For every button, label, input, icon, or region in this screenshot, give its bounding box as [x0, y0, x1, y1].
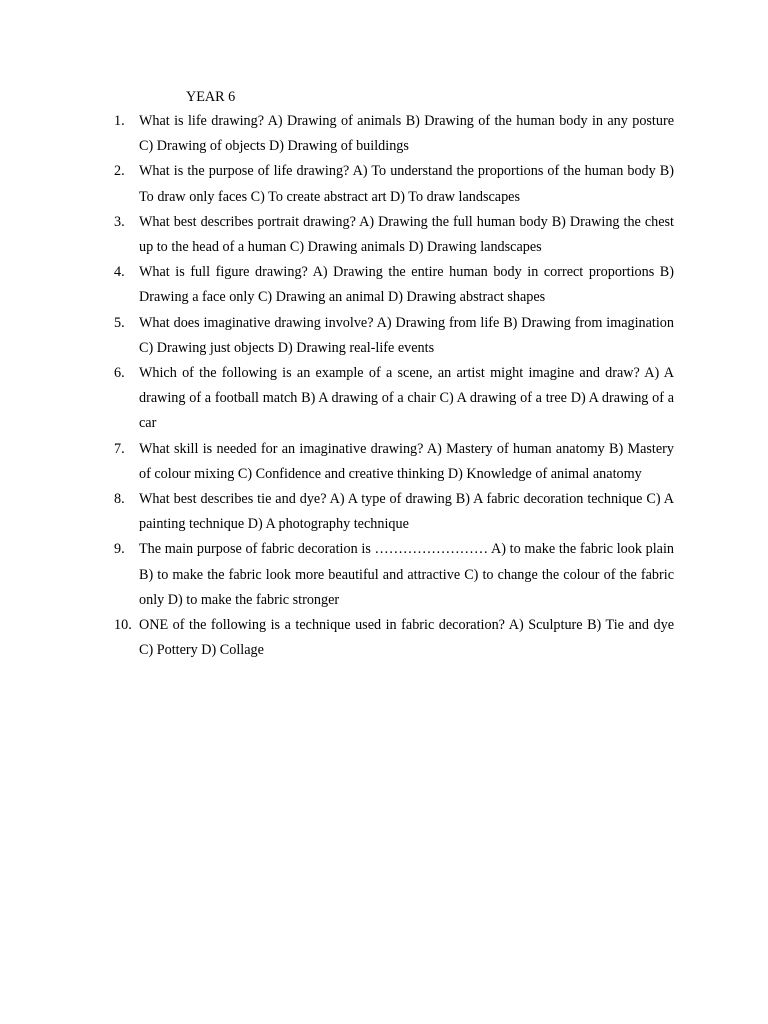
question-item — [114, 260, 674, 310]
question-text: What is full figure drawing? A) Drawing the entire human body in correct proportions B) Drawing a face only C) Drawing an animal D) Drawing abstract shapes — [139, 264, 674, 306]
question-text: What does imaginative drawing involve? A) Drawing from life B) Drawing from imagination C) Drawing just objects D) Drawing real-life events — [139, 314, 674, 356]
question-number: 5. — [114, 314, 125, 331]
question-item — [114, 311, 674, 361]
question-number: 4. — [114, 264, 125, 281]
question-item — [114, 537, 674, 613]
question-list — [114, 109, 674, 663]
question-number: 3. — [114, 213, 125, 230]
question-text: What is the purpose of life drawing? A) To understand the proportions of the human body B) To draw only faces C) To create abstract art D) To draw landscapes — [139, 163, 674, 205]
question-number: 6. — [114, 365, 125, 382]
question-text: ONE of the following is a technique used in fabric decoration? A) Sculpture B) Tie and dye C) Pottery D) Collage — [139, 617, 674, 659]
question-number: 7. — [114, 440, 125, 457]
question-item — [114, 159, 674, 209]
question-text: What best describes tie and dye? A) A type of drawing B) A fabric decoration technique C) A painting technique D) A photography technique — [139, 491, 674, 533]
question-text: What is life drawing? A) Drawing of animals B) Drawing of the human body in any posture C) Drawing of objects D) Drawing of buildings — [139, 113, 674, 155]
question-number: 2. — [114, 163, 125, 180]
question-item — [114, 487, 674, 537]
question-text: What skill is needed for an imaginative drawing? A) Mastery of human anatomy B) Mastery of colour mixing C) Confidence and creative thinking D) Knowledge of animal anatomy — [139, 440, 674, 482]
question-number: 8. — [114, 491, 125, 508]
question-number: 10. — [114, 617, 132, 634]
question-item — [114, 437, 674, 487]
question-item — [114, 109, 674, 159]
question-item — [114, 210, 674, 260]
document-heading: YEAR 6 — [186, 89, 236, 105]
question-item — [114, 361, 674, 437]
question-text: Which of the following is an example of a scene, an artist might imagine and draw? A) A drawing of a football match B) A drawing of a chair C) A drawing of a tree D) A drawing of a car — [139, 365, 674, 432]
question-text: The main purpose of fabric decoration is …………………… A) to make the fabric look plain B) to make the fabric look more beautiful and attractive C) to change the colour of the fabric only D) to make the fabric stronger — [139, 541, 674, 608]
question-item — [114, 613, 674, 663]
question-number: 9. — [114, 541, 125, 558]
question-text: What best describes portrait drawing? A) Drawing the full human body B) Drawing the chest up to the head of a human C) Drawing animals D) Drawing landscapes — [139, 213, 674, 256]
question-number: 1. — [114, 113, 125, 129]
